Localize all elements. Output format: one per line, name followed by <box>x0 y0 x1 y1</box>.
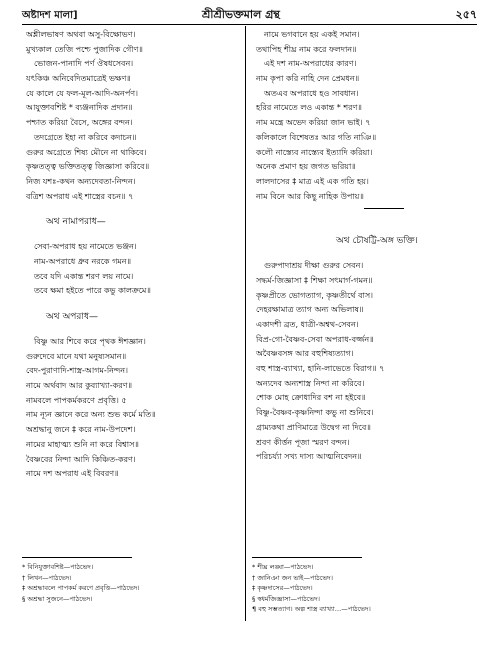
verse-line: নাম কৃপা করি নাহি দেন প্রেমধন॥ <box>256 74 360 84</box>
verse-line: নামে অর্থবাদ আর কুব্যাখ্যা-করণ॥ <box>26 381 133 391</box>
verse-line: কলৌ নাস্ত্যেব নাস্ত্যেব ইত্যাদি করিয়া। <box>256 147 373 157</box>
verse-line: পরিচর্য্যা সখ্য দাস্য আত্মনিবেদন॥ <box>256 452 362 462</box>
verse-line: একাদশী ব্রত, ধাত্রী-অশ্বথ-সেবন। <box>256 320 359 329</box>
verse-line: গ্রাম্যকথা প্রাণিমাত্রে উদ্বেগ না দিবে॥ <box>256 422 371 432</box>
book-title: শ্রীশ্রীভক্তমাল গ্রন্থ <box>202 8 280 21</box>
verse-block-64-limbs <box>252 259 477 465</box>
verse-line: নিজ যশঃ-কথন অন্যদেবতা-নিন্দন। <box>26 176 136 186</box>
verse-line: কলিকালে বিশেষতঃ আর গতি নাঞি॥ <box>256 132 377 142</box>
verse-block-aparadha <box>22 28 247 204</box>
verse-line: দেহরক্ষামাত্র ত্যাগ অন্য অভিলাষ॥ <box>256 305 364 315</box>
verse-line: নাম ন্যূন জ্ঞানে করে অন্য শুভ কর্মে মতি॥ <box>26 410 156 420</box>
right-column <box>252 28 477 465</box>
footnote: † লিখন—পাঠভেদ। <box>22 573 72 582</box>
verse-line: অতএব অপরাধে হও সাবধান। <box>264 88 359 98</box>
verse-line: নামে দশ অপরাধ এই বিবরণ॥ <box>26 469 119 479</box>
verse-block-namaparadha <box>22 240 247 299</box>
footnote: § অশ্রদ্ধা সুজনে—পাঠভেদ। <box>22 594 93 603</box>
verse-line: বহু শাস্ত্র-ব্যাখ্যা, হানি-লাভেতে বিরাগ॥ ৭ <box>256 364 385 374</box>
right-footnotes <box>252 553 477 615</box>
verse-line: তদগ্রেতে ইহা না করিবে কদাচন॥ <box>34 132 137 142</box>
verse-line: বিষ্ণু-বৈষ্ণব-কৃষ্ণনিন্দা কভু না শুনিবে। <box>256 408 374 418</box>
verse-line: যে কালে যে ফল-মূল-আদি-অনর্পণ। <box>26 88 138 98</box>
section-heading-64-limbs: অথ চৌষট্টি-অঙ্গ ভক্তি। <box>336 236 418 247</box>
verse-line: তবে যদি একান্ত শরণ লয় নামে। <box>34 271 134 281</box>
verse-line: সেবা-অপরাধ হয় নামেতে ভঞ্জন। <box>34 242 137 252</box>
verse-line: নাম-অপরাধে ধ্রুব নরকে গমন॥ <box>34 256 132 266</box>
section-heading-namaparadha: অথ নামাপরাধ— <box>46 217 106 228</box>
left-column <box>22 28 247 482</box>
verse-line: নামবলে পাপকর্মকরণে প্রবৃত্তি। ৫ <box>26 395 127 405</box>
verse-line: অশ্লীলভাষণ অথবা অসু-বিক্ষোভণ। <box>26 30 136 39</box>
verse-line: অন্যদেব অন্যশাস্ত্র নিন্দা না করিবে। <box>256 378 365 388</box>
footnote: ‡ কৃষ্ণদাসের—পাঠভেদ। <box>252 584 313 592</box>
verse-line: বৈষ্ণবের নিন্দা আদি কিঞ্চিত-করণ। <box>26 454 136 464</box>
verse-line: গুরুপাদাশ্রয় দীক্ষা গুরুর সেবন। <box>264 261 364 271</box>
verse-line: ভোজন-পানাদি পর্ণ ঔষধসেবন। <box>34 59 134 69</box>
verse-line: কৃষ্ণতত্ত্ব ভক্তিতত্ত্ব জিজ্ঞাসা করিবে॥ <box>26 162 150 172</box>
verse-line: অশ্রদ্ধানু জনে ‡ করে নাম-উপদেশ। <box>26 425 136 435</box>
section-separator <box>364 208 404 209</box>
verse-line: তথাপিহ শীঘ্র নাম করে ফলদান॥ <box>256 44 357 54</box>
verse-line: লালদাসের ‡ মাত্র এই এক গতি হয়। <box>256 176 369 186</box>
verse-line: নাম মন্ত্রে অভেদ করিয়া জান ভাই। ৭ <box>256 118 371 128</box>
verse-line: বিপ্র-গো-বৈষ্ণব-সেবা অপরাধ-বর্জ্জন॥ <box>256 334 374 344</box>
footnote: § স্বধর্মজিজ্ঞাসা—পাঠভেদ। <box>252 594 320 603</box>
footnote: ‡ অশ্রদ্ধাবলে পাপকর্ম করণে প্রবৃত্তি—পাঠভেদ। <box>22 584 140 592</box>
verse-line: অনেক প্রমাণ হয় জগত ভরিয়া॥ <box>256 162 356 172</box>
verse-line: নামে ভগবানে হয় একই সমান। <box>264 30 360 39</box>
left-footnotes <box>22 553 247 604</box>
verse-line: কৃষ্ণপ্রীতে ভোগত্যাগ, কৃষ্ণতীর্থে বাস। <box>256 290 374 300</box>
verse-line: বিষ্ণু আর শিবে করে পৃথক ঈশজ্ঞান। <box>34 337 146 346</box>
verse-line: পশ্চাত করিয়া বৈসে, অঙ্গের বন্দন। <box>26 118 133 128</box>
verse-line: নামের মাহাত্ম্য শুনি না করে বিশ্বাস॥ <box>26 439 139 449</box>
verse-line: নাম বিনে আর কিছু নাহিক উপায়॥ <box>256 191 364 201</box>
verse-line: আযুক্তাবশিষ্ট * ব্যঞ্জনাদিক প্রদান॥ <box>26 103 133 113</box>
footnote: ¶ বহু সম্ভত্যাগ। অল্প শাস্ত্র ব্যাখ্যা…—পাঠভেদ। <box>252 605 371 613</box>
verse-line: সদ্ধর্ম-জিজ্ঞাসা ‡ শিক্ষা সৎমার্গ-গমন॥ <box>256 275 373 285</box>
verse-line: বত্রিশ অপরাধ এই শাস্ত্রের বচন॥ ৭ <box>26 191 134 201</box>
verse-line: গুরুর অগ্রেতে শিষ্য মৌনে না থাকিবে। <box>26 147 147 157</box>
verse-line: শ্রবণ কীর্ত্তন পূজা স্মরণ বন্দন। <box>256 437 350 447</box>
verse-block-ten-offenses <box>22 335 247 482</box>
chapter-label: অষ্টাদশ মালা] <box>22 10 78 21</box>
verse-line: হরির নামেতে লও একান্ত * শরণ॥ <box>256 103 362 113</box>
footnote: † জানিঞা জন ভাই—পাঠভেদ। <box>252 573 333 582</box>
verse-line: তবে ক্ষমা হইতে পারে কভু কালক্রমে॥ <box>34 286 151 296</box>
section-heading-aparadha: অথ অপরাধ— <box>46 312 98 322</box>
verse-line: শোক মোহ ক্রোধাদির বশ না হইবে॥ <box>256 393 366 403</box>
verse-block-nama-mahima <box>252 28 477 204</box>
footnote: * বিনিযুক্তাবশিষ্ট—পাঠভেদ। <box>22 563 94 571</box>
footnote: * শীঘ্র লঙ্ঘা—পাঠভেদ। <box>252 563 314 571</box>
verse-line: গুরুদেবে মানে যথা মনুষ্যসমান॥ <box>26 351 127 361</box>
verse-line: বেদ-পুরাণাদি-শাস্ত্র-আগম-নিন্দন। <box>26 366 128 376</box>
verse-line: মুখ্যকাল তেজি পশ্চে পুজাদিক গৌণ॥ <box>26 44 143 54</box>
verse-line: এই দশ নাম-অপরাধের কারণ। <box>264 59 357 69</box>
verse-line: অবৈষ্ণবসঙ্গ আর বহুশিষ্যত্যাগ। <box>256 349 354 359</box>
verse-line: যৎকিঞ্চ অনিবেদিতমাত্রেই ভক্ষণ॥ <box>26 74 131 84</box>
page-number: ২৫৭ <box>455 8 477 21</box>
running-header <box>22 2 477 25</box>
